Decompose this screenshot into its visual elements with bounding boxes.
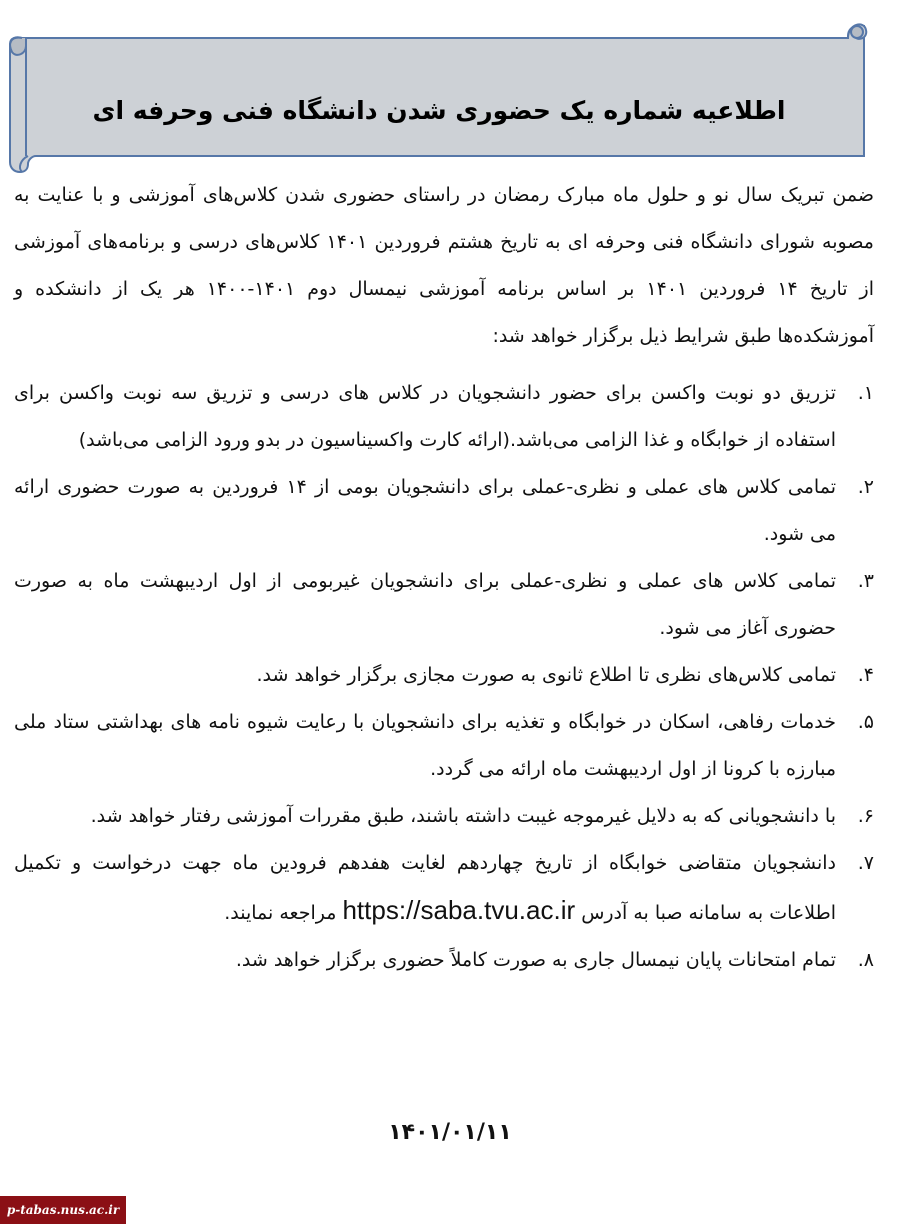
item-text: تمام امتحانات پایان نیمسال جاری به صورت کاملاً حضوری برگزار خواهد شد. <box>235 949 836 971</box>
item-text: تزریق دو نوبت واکسن برای حضور دانشجویان در کلاس های درسی و تزریق سه نوبت واکسن برای استفاده از خوابگاه و غذا الزامی می‌باشد.(ارائه کارت واکسیناسیون در بدو ورود الزامی می‌باشد) <box>14 382 836 451</box>
item-number: ۸. <box>857 949 874 971</box>
list-item <box>14 558 874 652</box>
saba-url-link[interactable]: https://saba.tvu.ac.ir <box>342 895 576 925</box>
announcement-date: ۱۴۰۱/۰۱/۱۱ <box>388 1120 512 1145</box>
item-number: ۶. <box>857 805 874 827</box>
item-number: ۲. <box>857 476 874 498</box>
item-number: ۳. <box>857 570 874 592</box>
list-item <box>14 652 874 699</box>
site-watermark: p-tabas.nus.ac.ir <box>0 1196 126 1224</box>
item-text: خدمات رفاهی، اسکان در خوابگاه و تغذیه برای دانشجویان با رعایت شیوه نامه های بهداشتی ستاد ملی مبارزه با کرونا از اول اردیبهشت ماه ارائه می گردد. <box>14 711 836 780</box>
item-number: ۷. <box>857 852 874 874</box>
list-item <box>14 464 874 558</box>
item-number: ۵. <box>857 711 874 733</box>
list-item <box>14 937 874 984</box>
item-text <box>14 840 836 937</box>
item-text: تمامی کلاس های عملی و نظری-عملی برای دانشجویان غیربومی از اول اردیبهشت ماه به صورت حضوری آغاز می شود. <box>14 570 836 639</box>
item-text: تمامی کلاس‌های نظری تا اطلاع ثانوی به صورت مجازی برگزار خواهد شد. <box>256 664 836 686</box>
item-text-after-url: مراجعه نمایند. <box>224 902 337 924</box>
scroll-banner-shape <box>6 14 872 174</box>
item-number: ۱. <box>857 382 874 404</box>
intro-paragraph: ضمن تبریک سال نو و حلول ماه مبارک رمضان در راستای حضوری شدن کلاس‌های آموزشی و با عنایت به مصوبه شورای دانشگاه فنی وحرفه ای به تاریخ هشتم فروردین ۱۴۰۱ کلاس‌های درسی و برنامه‌های آموزشی از تاریخ ۱۴ فروردین ۱۴۰۱ بر اساس برنامه آموزشی نیمسال دوم ۱۴۰۱-۱۴۰۰ هر یک از دانشکده و آموزشکده‌ها طبق شرایط ذیل برگزار خواهد شد: <box>14 184 874 347</box>
list-item <box>14 370 874 464</box>
announcement-title: اطلاعیه شماره یک حضوری شدن دانشگاه فنی وحرفه ای <box>92 96 786 125</box>
title-banner <box>6 14 872 174</box>
list-item <box>14 840 874 937</box>
item-text: با دانشجویانی که به دلایل غیرموجه غیبت داشته باشند، طبق مقررات آموزشی رفتار خواهد شد. <box>90 805 836 827</box>
item-number: ۴. <box>857 664 874 686</box>
conditions-list <box>14 370 874 984</box>
list-item <box>14 793 874 840</box>
item-text-before-url: دانشجویان متقاضی خوابگاه از تاریخ چهاردهم لغایت هفدهم فرودین ماه جهت درخواست و تکمیل اطلاعات به سامانه صبا به آدرس <box>14 852 836 924</box>
list-item <box>14 699 874 793</box>
item-text: تمامی کلاس های عملی و نظری-عملی برای دانشجویان بومی از ۱۴ فروردین به صورت حضوری ارائه می شود. <box>14 476 836 545</box>
